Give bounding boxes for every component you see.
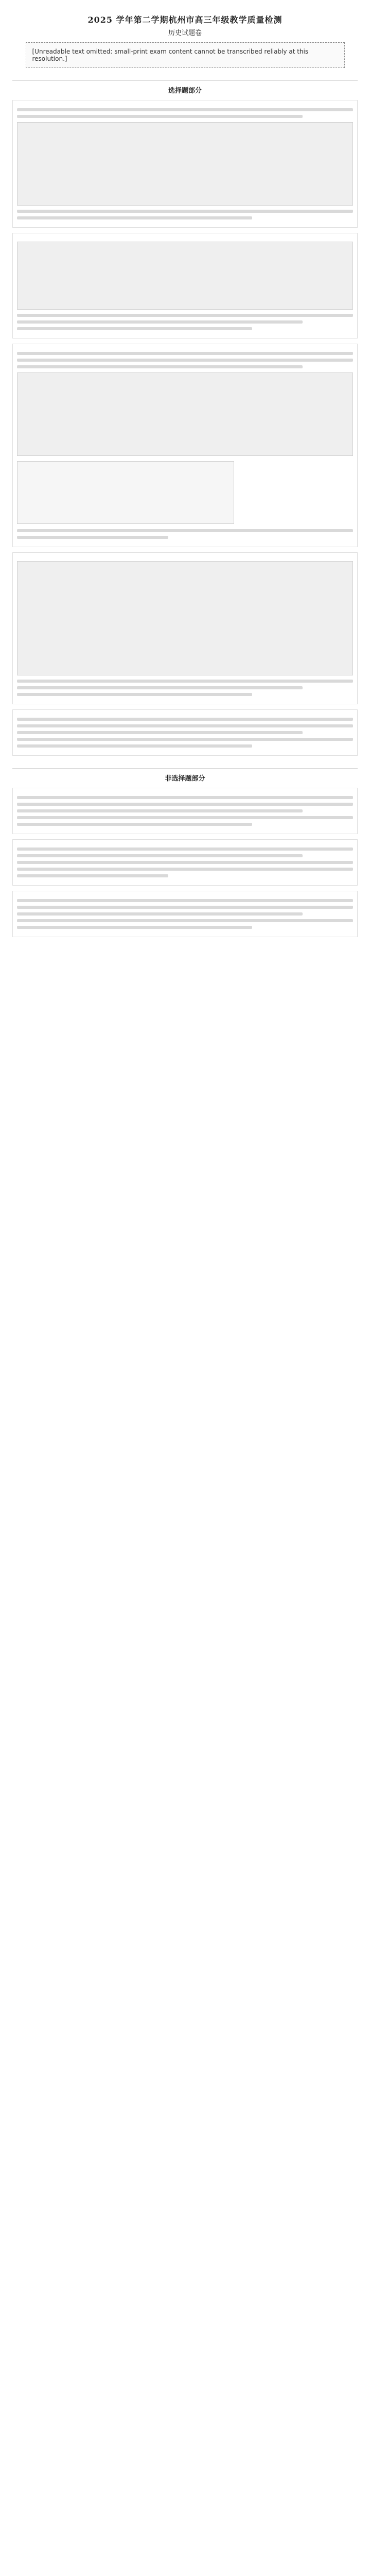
text-line bbox=[17, 874, 168, 877]
material-block bbox=[12, 891, 358, 937]
text-line bbox=[17, 899, 353, 902]
data-table bbox=[17, 461, 234, 524]
text-line bbox=[17, 216, 252, 219]
text-line bbox=[17, 693, 252, 696]
text-line bbox=[17, 115, 303, 118]
question-block bbox=[12, 552, 358, 704]
header-title-block bbox=[12, 13, 358, 37]
artifact-image bbox=[17, 122, 353, 206]
text-line bbox=[17, 529, 353, 532]
text-line bbox=[17, 314, 353, 317]
text-line bbox=[17, 809, 303, 812]
text-line bbox=[17, 906, 353, 909]
text-line bbox=[17, 868, 353, 871]
text-line bbox=[17, 926, 252, 929]
document-title: 2025 学年第二学期杭州市高三年级教学质量检测 bbox=[87, 15, 283, 25]
question-block bbox=[12, 344, 358, 547]
text-line bbox=[17, 861, 353, 864]
text-line bbox=[17, 210, 353, 213]
text-line bbox=[17, 816, 353, 819]
text-line bbox=[17, 365, 303, 368]
text-line bbox=[17, 536, 168, 539]
text-line bbox=[17, 108, 353, 111]
non-choice-section bbox=[12, 768, 358, 937]
text-line bbox=[17, 803, 353, 806]
text-line bbox=[17, 796, 353, 799]
question-block bbox=[12, 233, 358, 338]
question-block bbox=[12, 100, 358, 228]
text-line bbox=[17, 738, 353, 741]
newspaper-image bbox=[17, 242, 353, 310]
text-line bbox=[17, 848, 353, 851]
material-block bbox=[12, 839, 358, 886]
text-line bbox=[17, 744, 252, 748]
map-image bbox=[17, 561, 353, 675]
text-line bbox=[17, 854, 303, 857]
text-line bbox=[17, 919, 353, 922]
illustration-image bbox=[17, 372, 353, 456]
question-block bbox=[12, 709, 358, 756]
unreadable-content-note: [Unreadable text omitted: small-print exam content cannot be transcribed reliably at this resolution.] bbox=[26, 42, 345, 68]
text-line bbox=[17, 731, 303, 734]
text-line bbox=[17, 359, 353, 362]
text-line bbox=[17, 718, 353, 721]
text-line bbox=[17, 724, 353, 727]
text-line bbox=[17, 320, 303, 324]
non-choice-section-title: 非选择题部分 bbox=[165, 775, 205, 783]
text-line bbox=[17, 823, 252, 826]
text-line bbox=[17, 327, 252, 330]
multiple-choice-section bbox=[12, 80, 358, 756]
document-subtitle: 历史试题卷 bbox=[168, 29, 202, 37]
text-line bbox=[17, 352, 353, 355]
text-line bbox=[17, 686, 303, 689]
text-line bbox=[17, 680, 353, 683]
multiple-choice-section-title: 选择题部分 bbox=[168, 87, 202, 95]
material-block bbox=[12, 788, 358, 834]
text-line bbox=[17, 912, 303, 916]
